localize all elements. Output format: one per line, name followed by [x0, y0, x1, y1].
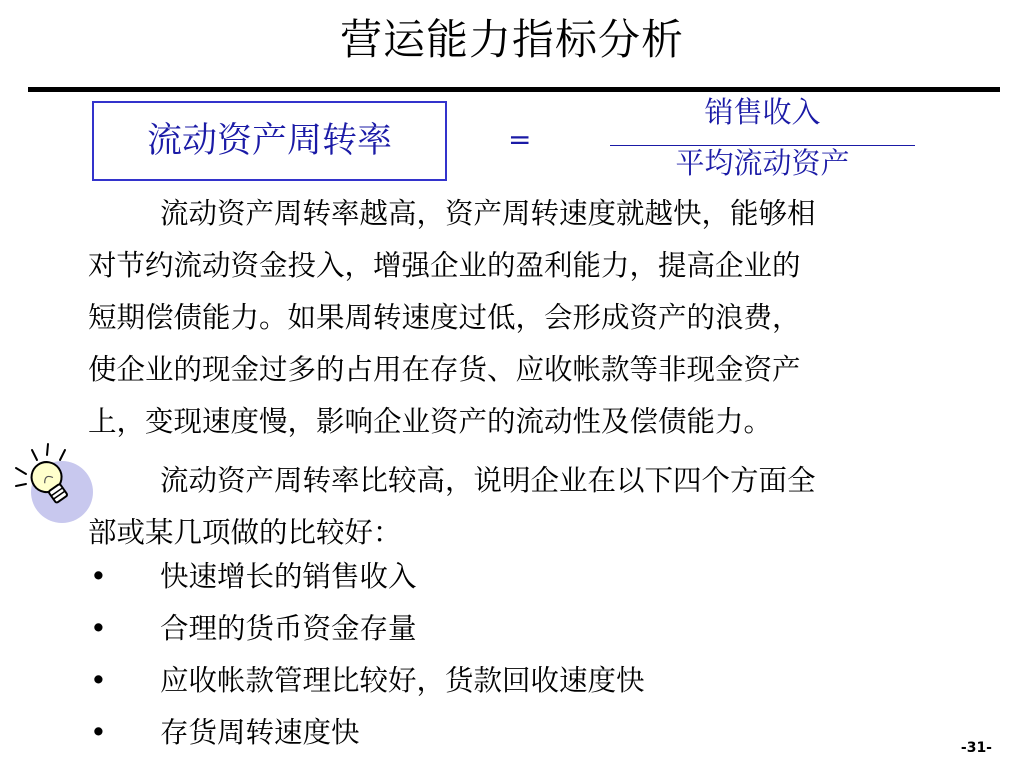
bullet-text: 存货周转速度快	[160, 716, 360, 749]
formula-equals: =	[508, 123, 532, 156]
paragraph-2-line: 部或某几项做的比较好：	[88, 516, 402, 549]
bullet-marker: •	[90, 716, 107, 749]
bullet-marker: •	[90, 612, 107, 645]
paragraph-1-line: 上，变现速度慢，影响企业资产的流动性及偿债能力。	[88, 405, 773, 438]
bullet-marker: •	[90, 664, 107, 697]
paragraph-2	[88, 455, 958, 559]
formula-denominator: 平均流动资产	[675, 146, 850, 180]
page-number: -31-	[960, 740, 992, 756]
list-item	[88, 603, 958, 655]
bullet-text: 应收帐款管理比较好，货款回收速度快	[160, 664, 645, 697]
list-item	[88, 551, 958, 603]
paragraph-1	[88, 188, 958, 448]
paragraph-1-line: 对节约流动资金投入，增强企业的盈利能力，提高企业的	[88, 249, 801, 282]
paragraph-1-line: 短期偿债能力。如果周转速度过低，会形成资产的浪费，	[88, 301, 801, 334]
bullet-text: 快速增长的销售收入	[160, 560, 417, 593]
lightbulb-icon	[10, 440, 95, 525]
page-title: 营运能力指标分析	[339, 15, 684, 64]
paragraph-2-line: 流动资产周转率比较高，说明企业在以下四个方面全	[160, 464, 816, 497]
bullet-text: 合理的货币资金存量	[160, 612, 417, 645]
bullet-marker: •	[90, 560, 107, 593]
paragraph-1-line: 使企业的现金过多的占用在存货、应收帐款等非现金资产	[88, 353, 801, 386]
bullet-list	[88, 551, 958, 759]
formula-term-box: 流动资产周转率	[92, 101, 447, 181]
formula-numerator: 销售收入	[704, 95, 821, 129]
paragraph-1-line: 流动资产周转率越高，资产周转速度就越快，能够相	[160, 197, 816, 230]
list-item	[88, 707, 958, 759]
list-item	[88, 655, 958, 707]
